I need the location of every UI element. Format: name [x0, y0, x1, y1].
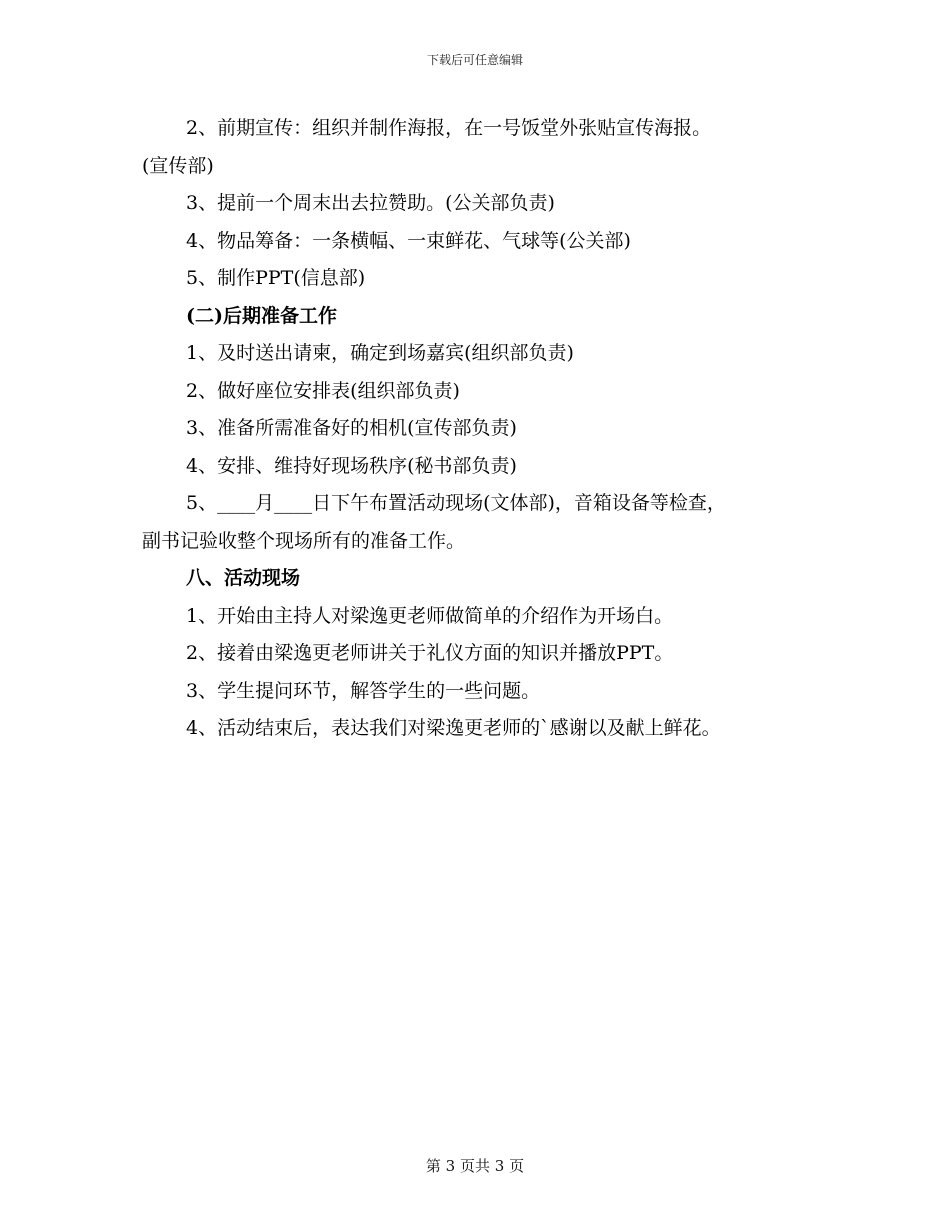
- section-heading-later-prep: (二)后期准备工作: [186, 304, 337, 327]
- paragraph-sponsorship: 3、提前一个周末出去拉赞助。(公关部负责): [186, 192, 555, 214]
- paragraph-camera: 3、准备所需准备好的相机(宣传部负责): [186, 417, 517, 439]
- paragraph-venue-setup: 5、____月____日下午布置活动现场(文体部)，音箱设备等检查，: [186, 492, 726, 514]
- paragraph-materials: 4、物品筹备：一条横幅、一束鲜花、气球等(公关部): [186, 229, 631, 252]
- paragraph-ppt: 5、制作PPT(信息部): [186, 267, 366, 289]
- document-body: [142, 110, 807, 748]
- paragraph-invitations: 1、及时送出请柬，确定到场嘉宾(组织部负责): [186, 342, 574, 364]
- paragraph-seating: 2、做好座位安排表(组织部负责): [186, 379, 460, 402]
- paragraph-order: 4、安排、维持好现场秩序(秘书部负责): [186, 454, 517, 477]
- paragraph-opening: 1、开始由主持人对梁逸更老师做简单的介绍作为开场白。: [186, 604, 674, 627]
- paragraph-venue-setup-cont: 副书记验收整个现场所有的准备工作。: [142, 529, 466, 552]
- paragraph-qa: 3、学生提问环节，解答学生的一些问题。: [186, 679, 541, 702]
- paragraph-publicity-dept: (宣传部): [142, 154, 214, 177]
- paragraph-publicity: 2、前期宣传：组织并制作海报，在一号饭堂外张贴宣传海报。: [186, 117, 712, 139]
- page-header: 下载后可任意编辑: [426, 53, 523, 67]
- paragraph-closing: 4、活动结束后，表达我们对梁逸更老师的`感谢以及献上鲜花。: [186, 717, 721, 739]
- page-footer: 第 3 页共 3 页: [425, 1157, 525, 1175]
- paragraph-lecture: 2、接着由梁逸更老师讲关于礼仪方面的知识并播放PPT。: [186, 642, 674, 664]
- section-heading-event-site: 八、活动现场: [186, 567, 301, 589]
